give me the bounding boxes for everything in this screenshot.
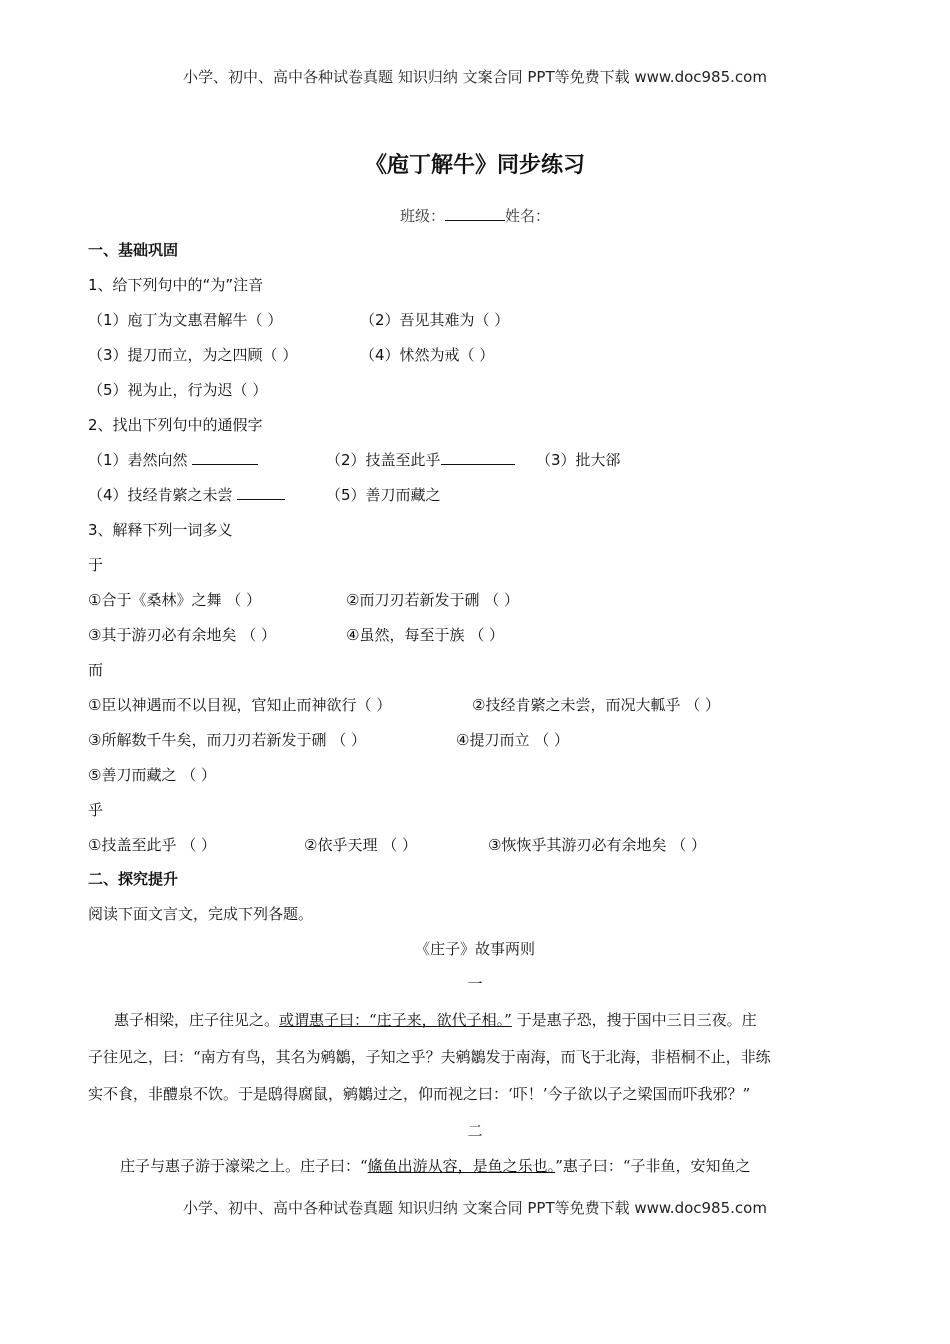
question-2: 2、找出下列句中的通假字 bbox=[88, 416, 263, 434]
q1-item-3: （3）提刀而立，为之四顾（ ） bbox=[88, 346, 298, 364]
q2-item-3: （3）批大郤 bbox=[536, 451, 621, 469]
passage-1-line-3: 实不食，非醴泉不饮。于是鸱得腐鼠，鹓鶵过之，仰而视之曰：‘吓！’今子欲以子之梁国而吓我邪？” bbox=[88, 1085, 751, 1103]
q2-item-2: （2）技盖至此乎 bbox=[326, 449, 515, 470]
class-blank bbox=[445, 206, 505, 221]
underlined-sentence-1: 或谓惠子曰：“庄子来，欲代子相。” bbox=[279, 1011, 512, 1029]
hu-item-3: ③恢恢乎其游刃必有余地矣 （ ） bbox=[488, 836, 706, 854]
section-basic: 一、基础巩固 bbox=[88, 241, 179, 259]
yu-item-2: ②而刀刃若新发于硎 （ ） bbox=[346, 591, 519, 609]
yu-item-3: ③其于游刃必有余地矣 （ ） bbox=[88, 626, 276, 644]
hu-item-1: ①技盖至此乎 （ ） bbox=[88, 836, 216, 854]
q2-item-1: （1）砉然向然 bbox=[88, 449, 258, 470]
er-item-5: ⑤善刀而藏之 （ ） bbox=[88, 766, 216, 784]
yu-item-1: ①合于《桑林》之舞 （ ） bbox=[88, 591, 261, 609]
er-item-1: ①臣以神遇而不以目视，官知止而神欲行（ ） bbox=[88, 696, 392, 714]
page-header: 小学、初中、高中各种试卷真题 知识归纳 文案合同 PPT等免费下载 www.doc985.com bbox=[183, 68, 767, 86]
word-er: 而 bbox=[88, 661, 104, 679]
name-label: 姓名： bbox=[505, 207, 551, 225]
passage-1-line-2: 子往见之，曰：“南方有鸟，其名为鹓鶵，子知之乎？夫鹓鶵发于南海，而飞于北海，非梧桐不止，非练 bbox=[88, 1048, 771, 1066]
page-title: 《庖丁解牛》同步练习 bbox=[364, 153, 585, 178]
q1-item-4: （4）怵然为戒（ ） bbox=[360, 346, 495, 364]
part-1-label: 一 bbox=[467, 975, 483, 993]
class-label: 班级： bbox=[399, 207, 445, 225]
question-3: 3、解释下列一词多义 bbox=[88, 521, 233, 539]
part-2-label: 二 bbox=[467, 1122, 483, 1140]
hu-item-2: ②依乎天理 （ ） bbox=[304, 836, 417, 854]
underlined-sentence-2: 鯈鱼出游从容，是鱼之乐也。 bbox=[367, 1157, 556, 1175]
er-item-3: ③所解数千牛矣，而刀刃若新发于硎 （ ） bbox=[88, 731, 366, 749]
q1-item-1: （1）庖丁为文惠君解牛（ ） bbox=[88, 311, 283, 329]
reading-instruction: 阅读下面文言文，完成下列各题。 bbox=[88, 905, 314, 923]
er-item-2: ②技经肯綮之未尝，而况大軱乎 （ ） bbox=[472, 696, 720, 714]
student-info bbox=[0, 205, 950, 226]
word-hu: 乎 bbox=[88, 801, 104, 819]
question-1: 1、给下列句中的“为”注音 bbox=[88, 276, 264, 294]
q1-item-5: （5）视为止，行为迟（ ） bbox=[88, 381, 268, 399]
page-footer: 小学、初中、高中各种试卷真题 知识归纳 文案合同 PPT等免费下载 www.doc985.com bbox=[183, 1199, 767, 1217]
er-item-4: ④提刀而立 （ ） bbox=[456, 731, 569, 749]
passage-title: 《庄子》故事两则 bbox=[414, 940, 535, 958]
section-explore: 二、探究提升 bbox=[88, 870, 179, 888]
q2-item-4: （4）技经肯綮之未尝 bbox=[88, 484, 285, 505]
passage-2-line-1: 庄子与惠子游于濠梁之上。庄子曰：“鯈鱼出游从容，是鱼之乐也。”惠子曰：“子非鱼，安知鱼之 bbox=[120, 1157, 751, 1175]
yu-item-4: ④虽然，每至于族 （ ） bbox=[346, 626, 504, 644]
q2-item-5: （5）善刀而藏之 bbox=[326, 486, 441, 504]
passage-1-line-1: 惠子相梁，庄子往见之。或谓惠子曰：“庄子来，欲代子相。” 于是惠子恐，搜于国中三日三夜。庄 bbox=[114, 1011, 757, 1029]
q1-item-2: （2）吾见其难为（ ） bbox=[360, 311, 510, 329]
word-yu: 于 bbox=[88, 556, 104, 574]
